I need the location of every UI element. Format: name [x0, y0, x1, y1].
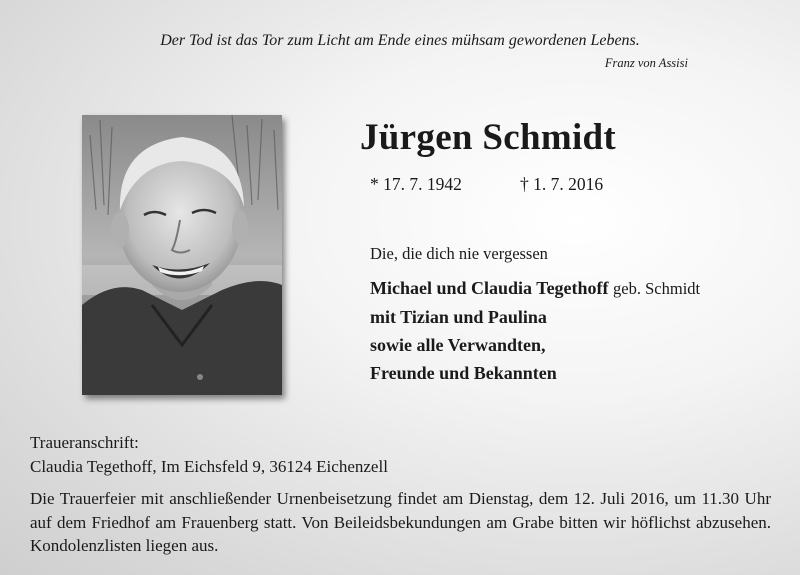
mourning-address [30, 431, 388, 479]
mourner-line [370, 274, 790, 303]
life-dates [370, 174, 604, 195]
address-label: Traueranschrift: [30, 433, 139, 452]
mourners-list [370, 274, 790, 387]
portrait-photo [82, 115, 282, 395]
mourner-line: Freunde und Bekannten [370, 363, 557, 383]
deceased-name: Jürgen Schmidt [360, 117, 617, 158]
funeral-notice: Die Trauerfeier mit anschließender Urnenbeisetzung findet am Dienstag, dem 12. Juli 2016, um 11.30 Uhr auf dem Friedhof am Frauenberg statt. Von Beileidsbekundungen am Grabe bitten wir höflichst abzusehen. Kondolenzlisten liegen aus. [30, 489, 771, 555]
birth-date: * 17. 7. 1942 [370, 174, 462, 194]
mourner-names: Michael und Claudia Tegethoff [370, 278, 609, 298]
death-date: † 1. 7. 2016 [520, 174, 604, 194]
quote-author: Franz von Assisi [604, 56, 688, 70]
mourner-maiden-note: geb. Schmidt [613, 279, 701, 298]
address-value: Claudia Tegethoff, Im Eichsfeld 9, 36124 Eichenzell [30, 457, 388, 476]
mourner-line: mit Tizian und Paulina [370, 307, 547, 327]
mourners-intro: Die, die dich nie vergessen [370, 244, 548, 263]
quote-text: Der Tod ist das Tor zum Licht am Ende eines mühsam gewordenen Lebens. [160, 32, 640, 49]
mourner-line: sowie alle Verwandten, [370, 335, 546, 355]
